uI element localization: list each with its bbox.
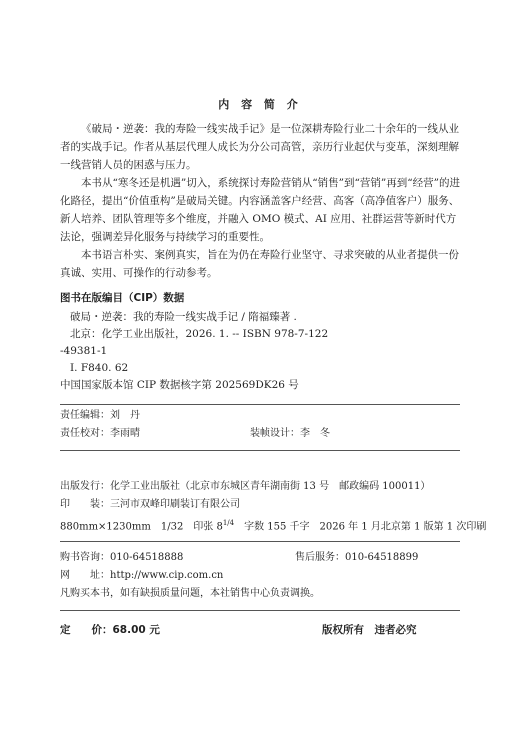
cip-block	[60, 290, 460, 394]
web-row	[60, 567, 460, 585]
divider	[60, 404, 460, 405]
price-label: 定 价：	[60, 624, 113, 636]
publisher-row	[60, 478, 460, 496]
intro-paragraph: 本书语言朴实、案例真实，旨在为仍在寿险行业坚守、寻求突破的从业者提供一份真诚、实用、可操作的行动参考。	[60, 249, 459, 279]
cip-line: 北京：化学工业出版社，2026. 1. -- ISBN 978-7-122	[70, 328, 329, 340]
aftersales-phone: 售后服务：010-64518899	[295, 552, 419, 563]
design-label: 装帧设计：	[250, 428, 300, 439]
notice-row	[60, 585, 460, 603]
spec-row	[60, 514, 487, 533]
spec-fraction: 1/4	[222, 519, 235, 527]
design-credit	[250, 425, 330, 443]
intro-text	[60, 120, 460, 282]
web-label: 网 址：	[60, 570, 110, 581]
footer	[60, 622, 460, 640]
divider	[60, 610, 460, 611]
publisher-label: 出版发行：	[60, 481, 110, 492]
printer-text: 三河市双峰印刷装订有限公司	[110, 499, 240, 510]
proof-row	[60, 425, 460, 443]
editor-row	[60, 407, 460, 425]
cip-line: -49381-1	[60, 345, 108, 357]
cip-heading: 图书在版编目（CIP）数据	[60, 292, 185, 304]
intro-paragraph: 本书从“寒冬还是机遇”切入，系统探讨寿险营销从“销售”到“营销”再到“经营”的进化路径，提出“价值重构”是破局关键。内容涵盖客户经营、高客（高净值客户）服务、新人培养、团队管理等多个维度，并融入 OMO 模式、AI 应用、社群运营等新时代方法论，强调差异化服务与持续学习的重要性。	[60, 177, 460, 243]
printer-row	[60, 496, 460, 514]
purchase-phone: 购书咨询：010-64518888	[60, 552, 184, 563]
intro-title: 内 容 简 介	[218, 98, 302, 111]
spec-text: 880mm×1230mm 1/32 印张 8	[60, 521, 223, 533]
divider	[60, 541, 460, 542]
design-name: 李 冬	[300, 428, 330, 439]
rights-notice: 版权所有 违者必究	[322, 624, 417, 636]
price-value: 68.00 元	[112, 624, 160, 636]
web-link[interactable]: http://www.cip.com.cn	[110, 570, 224, 581]
contact-info	[60, 549, 460, 603]
divider	[60, 450, 460, 451]
editor-label: 责任编辑：	[60, 410, 110, 421]
publisher-text: 化学工业出版社（北京市东城区青年湖南街 13 号 邮政编码 100011）	[110, 481, 431, 492]
spec-rest: 字数 155 千字 2026 年 1 月北京第 1 版第 1 次印刷	[234, 521, 487, 533]
publishing-info	[60, 478, 487, 533]
phone-row	[60, 549, 460, 567]
intro-paragraph: 《破局・逆袭：我的寿险一线实战手记》是一位深耕寿险行业二十余年的一线从业者的实战手记。作者从基层代理人成长为分公司高管，亲历行业起伏与变革，深刻理解一线营销人员的困惑与压力。	[60, 123, 459, 171]
proof-name: 李雨晴	[110, 428, 140, 439]
proof-label: 责任校对：	[60, 428, 110, 439]
printer-label: 印 装：	[60, 499, 110, 510]
staff-credits	[60, 407, 460, 443]
return-notice: 凡购买本书，如有缺损质量问题，本社销售中心负责调换。	[60, 588, 320, 599]
cip-line: Ⅰ. F840. 62	[70, 362, 129, 374]
cip-line: 破局・逆袭：我的寿险一线实战手记 / 隋福臻著 .	[70, 311, 297, 323]
editor-name: 刘 丹	[110, 410, 140, 421]
cip-line: 中国国家版本馆 CIP 数据核字第 202569DK26 号	[60, 379, 299, 391]
